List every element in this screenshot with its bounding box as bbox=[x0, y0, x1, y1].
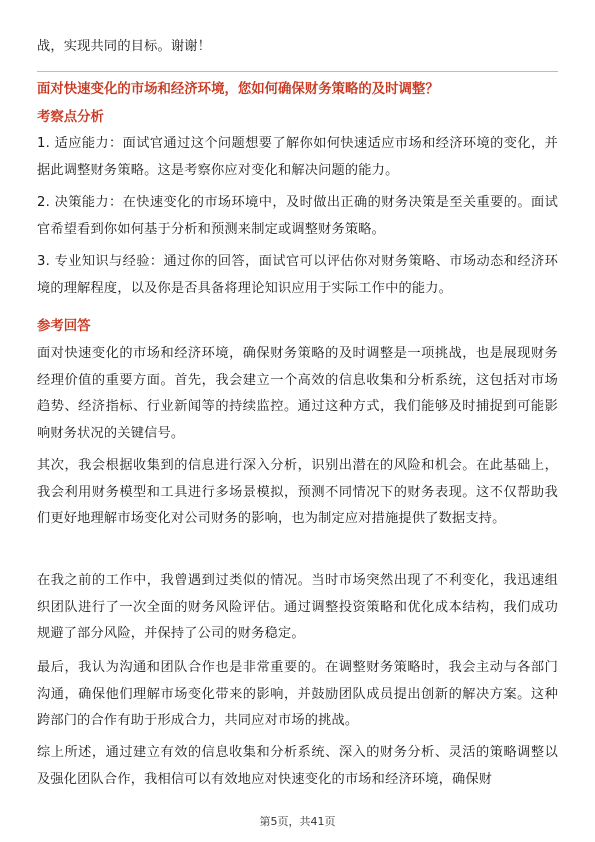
page-number-footer: 第5页，共41页 bbox=[259, 815, 336, 828]
reference-paragraph-1: 面对快速变化的市场和经济环境，确保财务策略的及时调整是一项挑战，也是展现财务经理价值的重要方面。首先，我会建立一个高效的信息收集和分析系统，这包括对市场趋势、经济指标、行业新闻等的持续监控。通过这种方式，我们能够及时捕捉到可能影响财务状况的关键信号。 bbox=[37, 346, 558, 441]
section-divider bbox=[37, 71, 558, 72]
analysis-point-3: 3. 专业知识与经验：通过你的回答，面试官可以评估你对财务策略、市场动态和经济环境的理解程度，以及你是否具备将理论知识应用于实际工作中的能力。 bbox=[37, 254, 558, 296]
reference-paragraph-4: 最后，我认为沟通和团队合作也是非常重要的。在调整财务策略时，我会主动与各部门沟通，确保他们理解市场变化带来的影响，并鼓励团队成员提出创新的解决方案。这种跨部门的合作有助于形成合力，共同应对市场的挑战。 bbox=[37, 660, 558, 729]
reference-paragraph-5: 综上所述，通过建立有效的信息收集和分析系统、深入的财务分析、灵活的策略调整以及强化团队合作，我相信可以有效地应对快速变化的市场和经济环境，确保财 bbox=[37, 745, 558, 787]
analysis-point-1: 1. 适应能力：面试官通过这个问题想要了解你如何快速适应市场和经济环境的变化，并据此调整财务策略。这是考察你应对变化和解决问题的能力。 bbox=[37, 136, 558, 178]
reference-paragraph-3: 在我之前的工作中，我曾遇到过类似的情况。当时市场突然出现了不利变化，我迅速组织团队进行了一次全面的财务风险评估。通过调整投资策略和优化成本结构，我们成功规避了部分风险，并保持了公司的财务稳定。 bbox=[37, 573, 558, 642]
reference-heading: 参考回答 bbox=[37, 319, 91, 334]
intro-tail-text: 战，实现共同的目标。谢谢！ bbox=[37, 39, 212, 54]
question-heading: 面对快速变化的市场和经济环境，您如何确保财务策略的及时调整？ bbox=[37, 82, 439, 97]
reference-paragraph-2: 其次，我会根据收集到的信息进行深入分析，识别出潜在的风险和机会。在此基础上，我会利用财务模型和工具进行多场景模拟，预测不同情况下的财务表现。这不仅帮助我们更好地理解市场变化对公司财务的影响，也为制定应对措施提供了数据支持。 bbox=[37, 458, 558, 527]
analysis-heading: 考察点分析 bbox=[37, 110, 104, 125]
analysis-point-2: 2. 决策能力：在快速变化的市场环境中，及时做出正确的财务决策是至关重要的。面试官希望看到你如何基于分析和预测来制定或调整财务策略。 bbox=[37, 195, 558, 237]
